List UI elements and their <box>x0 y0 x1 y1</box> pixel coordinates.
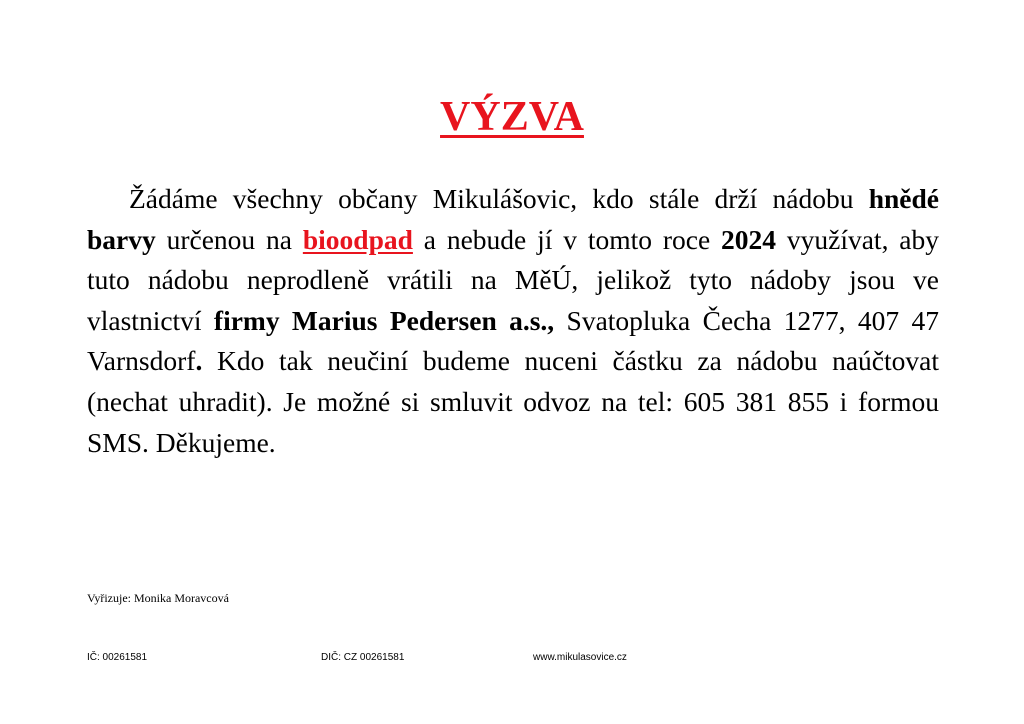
paragraph-bold-company: firmy Marius Pedersen a.s., <box>213 304 555 336</box>
body-paragraph <box>87 179 939 463</box>
footer-ic: IČ: 00261581 <box>87 652 148 663</box>
paragraph-text-3: a nebude jí v tomto roce <box>412 223 722 255</box>
document-title: VÝZVA <box>440 94 584 140</box>
paragraph-bold-period: . <box>195 345 203 377</box>
paragraph-highlight-bioodpad: bioodpad <box>302 223 413 255</box>
footer-dic: DIČ: CZ 00261581 <box>321 652 405 663</box>
paragraph-text-1: Žádáme všechny občany Mikulášovic, kdo stále drží nádobu <box>129 183 869 214</box>
paragraph-text-2: určenou na <box>155 223 303 255</box>
paragraph-text-5: Svatopluka Čecha 1277, 407 47 Varnsdorf <box>87 304 939 377</box>
paragraph-bold-year: 2024 <box>721 223 777 255</box>
paragraph-text-6: Kdo tak neučiní budeme nuceni částku za nádobu naúčtovat (nechat uhradit). Je možné si smluvit odvoz na tel: 605 381 855 i formou SMS. Děkujeme. <box>87 345 939 458</box>
footer-website-link[interactable]: www.mikulasovice.cz <box>533 652 627 663</box>
paragraph-text-4: využívat, aby tuto nádobu neprodleně vrátili na MěÚ, jelikož tyto nádoby jsou ve vlastnictví <box>87 223 940 336</box>
paragraph-bold-color: hnědé barvy <box>87 183 939 255</box>
contact-person: Vyřizuje: Monika Moravcová <box>87 591 229 605</box>
